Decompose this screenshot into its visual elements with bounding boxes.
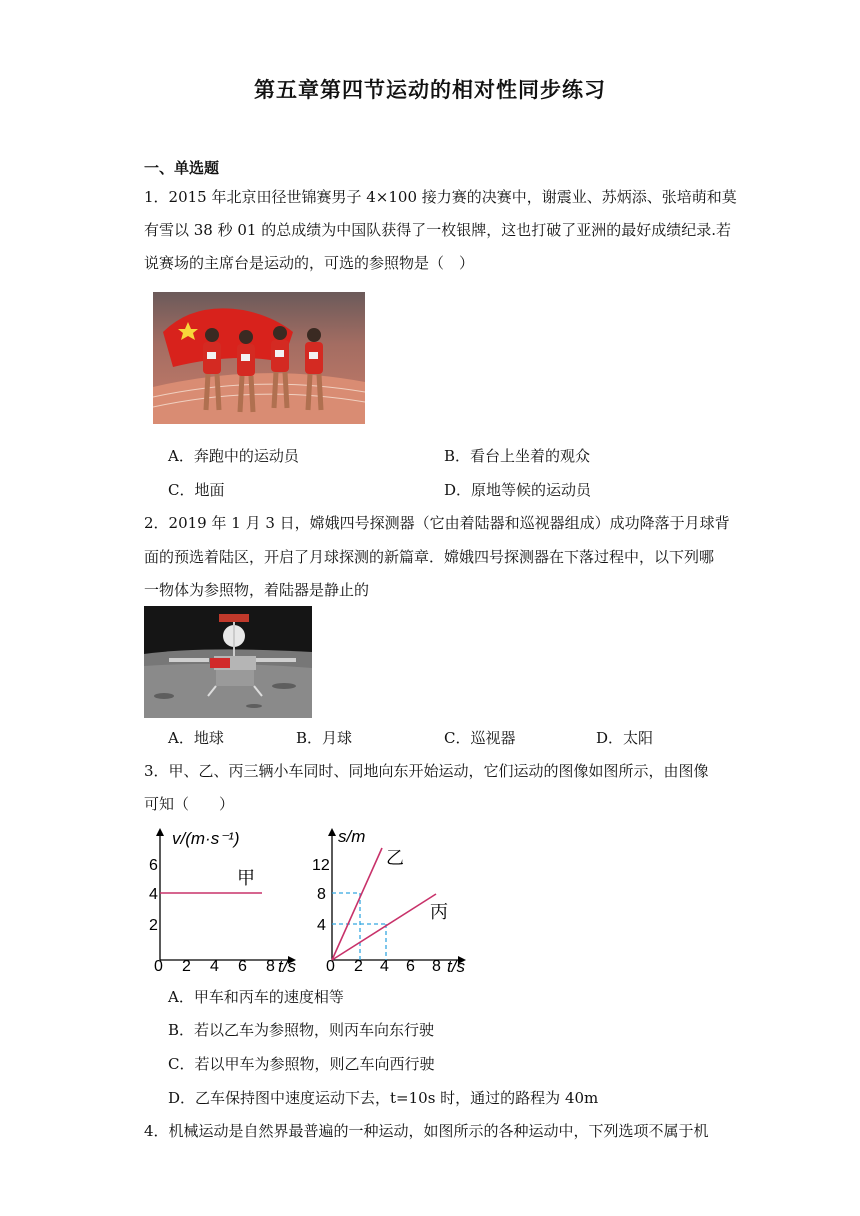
st-series-yi-label: 乙 [386,848,404,869]
q3-option-b: B．若以乙车为参照物，则丙车向东行驶 [168,1021,435,1039]
q1-option-d: D．原地等候的运动员 [444,481,592,499]
st-series-bing-label: 丙 [430,902,448,923]
q2-option-b: B．月球 [296,729,353,747]
vt-xtick-0: 0 [154,958,163,975]
q2-line-2: 面的预选着陆区，开启了月球探测的新篇章．嫦娥四号探测器在下落过程中，以下列哪 [144,548,715,566]
st-xtick-4: 4 [380,958,389,975]
distance-time-graph [310,820,482,978]
st-xtick-6: 6 [406,958,415,975]
st-ytick-8: 8 [317,886,326,903]
vt-xtick-2: 2 [182,958,191,975]
relay-team-photo [153,292,365,424]
q4-line-1: 4．机械运动是自然界最普遍的一种运动，如图所示的各种运动中，下列选项不属于机 [144,1122,709,1140]
st-y-arrow [328,828,336,836]
vt-series-jia-label: 甲 [237,868,255,889]
velocity-time-graph [144,820,304,978]
st-xtick-0: 0 [326,958,335,975]
st-ytick-12: 12 [312,857,330,874]
q1-line-2: 有雪以 38 秒 01 的总成绩为中国队获得了一枚银牌，这也打破了亚洲的最好成绩纪录.若 [144,221,732,239]
q2-option-a: A．地球 [168,729,224,747]
vt-y-arrow [156,828,164,836]
q1-option-b: B．看台上坐着的观众 [444,447,591,465]
vt-xtick-8: 8 [266,958,275,975]
vt-ytick-4: 4 [149,886,158,903]
vt-ytick-6: 6 [149,857,158,874]
page-title: 第五章第四节运动的相对性同步练习 [254,78,606,102]
vt-ytick-2: 2 [149,917,158,934]
st-ytick-4: 4 [317,917,326,934]
q1-option-c: C．地面 [168,481,225,499]
q1-line-1: 1．2015 年北京田径世锦赛男子 4×100 接力赛的决赛中，谢震业、苏炳添、张培萌和莫 [144,188,737,206]
vt-xlabel: t/s [278,957,296,976]
lunar-lander-photo [144,606,312,718]
st-xtick-2: 2 [354,958,363,975]
st-guide-lines [332,893,386,960]
q3-line-2: 可知（ ） [144,795,235,813]
st-ylabel: s/m [338,827,366,846]
section-heading: 一、单选题 [144,159,220,177]
q2-line-1: 2．2019 年 1 月 3 日，嫦娥四号探测器（它由着陆器和巡视器组成）成功降落于月球背 [144,514,730,532]
st-xtick-8: 8 [432,958,441,975]
q3-option-c: C．若以甲车为参照物，则乙车向西行驶 [168,1055,435,1073]
q1-option-a: A．奔跑中的运动员 [168,447,299,465]
q3-option-d: D．乙车保持图中速度运动下去，t=10s 时，通过的路程为 40m [168,1089,599,1107]
q2-option-c: C．巡视器 [444,729,516,747]
st-xlabel: t/s [447,957,465,976]
vt-ylabel: v/(m·s⁻¹) [172,829,240,848]
vt-xtick-6: 6 [238,958,247,975]
vt-xtick-4: 4 [210,958,219,975]
q2-option-d: D．太阳 [596,729,654,747]
q2-line-3: 一物体为参照物，着陆器是静止的 [144,581,370,599]
q3-option-a: A．甲车和丙车的速度相等 [168,988,344,1006]
q3-line-1: 3．甲、乙、丙三辆小车同时、同地向东开始运动，它们运动的图像如图所示，由图像 [144,762,709,780]
q1-line-3: 说赛场的主席台是运动的，可选的参照物是（ ） [144,254,475,272]
